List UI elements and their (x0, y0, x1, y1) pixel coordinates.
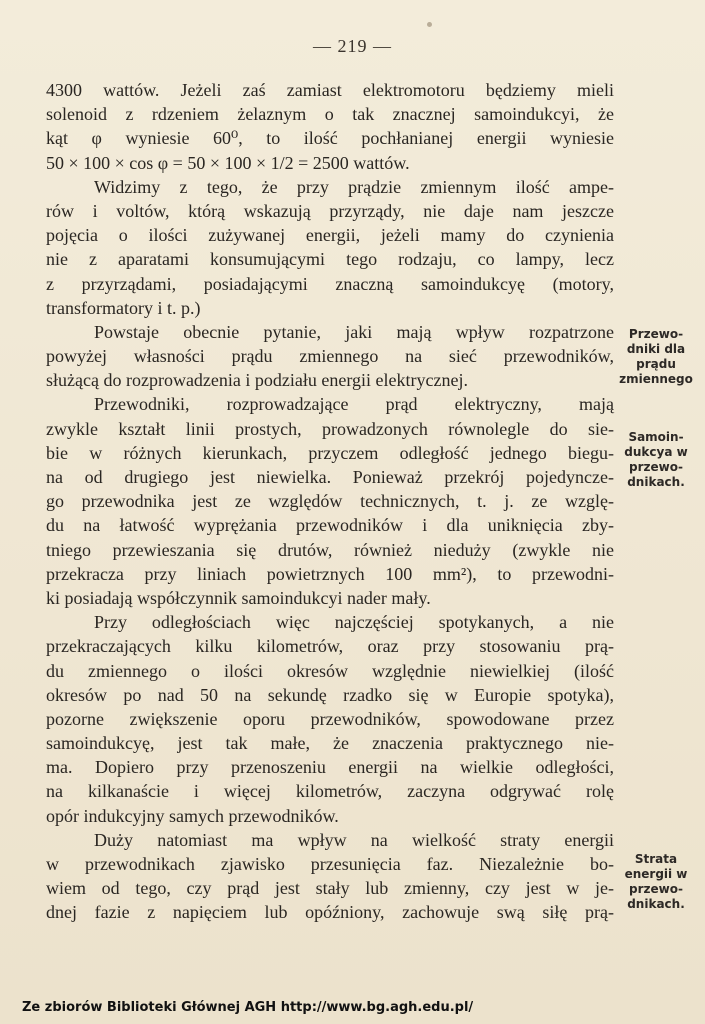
text-line: pozorne zwiększenie oporu przewodników, spowodowane przez (46, 708, 614, 729)
text-line: kąt φ wyniesie 60⁰, to ilość pochłanianej energii wyniesie (46, 128, 614, 149)
text-line: powyżej własności prądu zmiennego na sieć przewodników, (46, 346, 614, 367)
text-line: na od drugiego jest niewielka. Ponieważ przekrój pojedyncze- (46, 467, 614, 487)
text-line: na kilkanaście i więcej kilometrów, zaczyna odgrywać rolę (46, 781, 614, 802)
page-number: — 219 — (313, 36, 392, 56)
text-line: służącą do rozprowadzenia i podziału energii elektrycznej. (46, 370, 468, 391)
text-line: ki posiadają współczynnik samoindukcyi nader mały. (46, 587, 431, 608)
text-line: transformatory i t. p.) (46, 297, 201, 318)
margin-note-line: Strata (634, 852, 678, 866)
text-line: wiem od tego, czy prąd jest stały lub zmienny, czy jest w je- (46, 878, 614, 899)
library-footer: Ze zbiorów Biblioteki Głównej AGH http://www.bg.agh.edu.pl/ (22, 1000, 474, 1015)
margin-note-line: prądu (636, 357, 676, 371)
paper-speck (427, 22, 432, 27)
text-line: Duży natomiast ma wpływ na wielkość straty energii (94, 829, 614, 850)
margin-note-line: zmiennego (619, 372, 693, 386)
margin-note-line: energii w (624, 867, 688, 881)
text-line: 50 × 100 × cos φ = 50 × 100 × 1/2 = 2500 wattów. (46, 152, 410, 173)
text-line: du na łatwość wyprężania przewodników i dla uniknięcia zby- (46, 515, 614, 536)
text-line: go przewodnika jest ze względów technicznych, t. j. ze wzglę- (46, 491, 614, 512)
text-line: Powstaje obecnie pytanie, jaki mają wpływ rozpatrzone (94, 321, 614, 342)
margin-note (612, 852, 700, 912)
text-line: du zmiennego o ilości okresów względnie niewielkiej (ilość (46, 660, 614, 681)
text-line: tniego przewieszania się drutów, również nieduży (zwykle nie (46, 539, 614, 560)
text-line: zwykle kształt linii prostych, prowadzonych równolegle do sie- (46, 418, 614, 439)
margin-note-line: dnikach. (627, 475, 685, 489)
text-line: bie w różnych kierunkach, przyczem odległość jednego biegu- (46, 442, 614, 463)
text-line: nie z aparatami konsumującymi tego rodzaju, co lampy, lecz (46, 249, 614, 270)
text-line: z przyrządami, posiadającymi znaczną samoindukcyę (motory, (46, 273, 614, 294)
text-line: Przewodniki, rozprowadzające prąd elektryczny, mają (94, 394, 614, 415)
text-line: rów i voltów, którą wskazują przyrządy, nie daje nam jeszcze (46, 200, 614, 221)
text-line: przekracza przy liniach powietrznych 100 mm²), to przewodni- (46, 563, 614, 584)
margin-note-line: dnikach. (627, 897, 685, 911)
text-line: Widzimy z tego, że przy prądzie zmiennym ilość ampe- (94, 176, 614, 197)
margin-note-line: dniki dla (626, 342, 686, 356)
text-line: solenoid z rdzeniem żelaznym o tak znacznej samoindukcyi, że (46, 104, 614, 125)
text-line: pojęcia o ilości zużywanej energii, jeżeli mamy do czynienia (46, 225, 614, 246)
body-text (46, 78, 614, 925)
text-line: w przewodnikach zjawisko przesunięcia faz. Niezależnie bo- (46, 854, 614, 874)
margin-note-line: dukcya w (624, 445, 688, 459)
margin-note (612, 327, 700, 387)
text-line: ma. Dopiero przy przenoszeniu energii na wielkie odległości, (46, 757, 614, 778)
text-line: dnej fazie z napięciem lub opóźniony, zachowuje swą siłę prą- (46, 902, 614, 923)
text-line: okresów po nad 50 na sekundę rzadko się w Europie spotyka), (46, 684, 614, 705)
margin-note-line: przewo- (629, 882, 683, 896)
text-line: samoindukcyę, jest tak małe, że znaczenia praktycznego nie- (46, 733, 614, 754)
margin-note-line: Samoin- (628, 430, 684, 444)
text-line: opór indukcyjny samych przewodników. (46, 805, 339, 826)
margin-note-line: Przewo- (628, 327, 684, 341)
margin-note-line: przewo- (629, 460, 683, 474)
text-line: przekraczających kilku kilometrów, oraz przy stosowaniu prą- (46, 636, 614, 657)
text-line: Przy odległościach więc najczęściej spotykanych, a nie (94, 612, 614, 633)
margin-note (612, 430, 700, 490)
text-line: 4300 wattów. Jeżeli zaś zamiast elektromotoru będziemy mieli (46, 80, 614, 100)
